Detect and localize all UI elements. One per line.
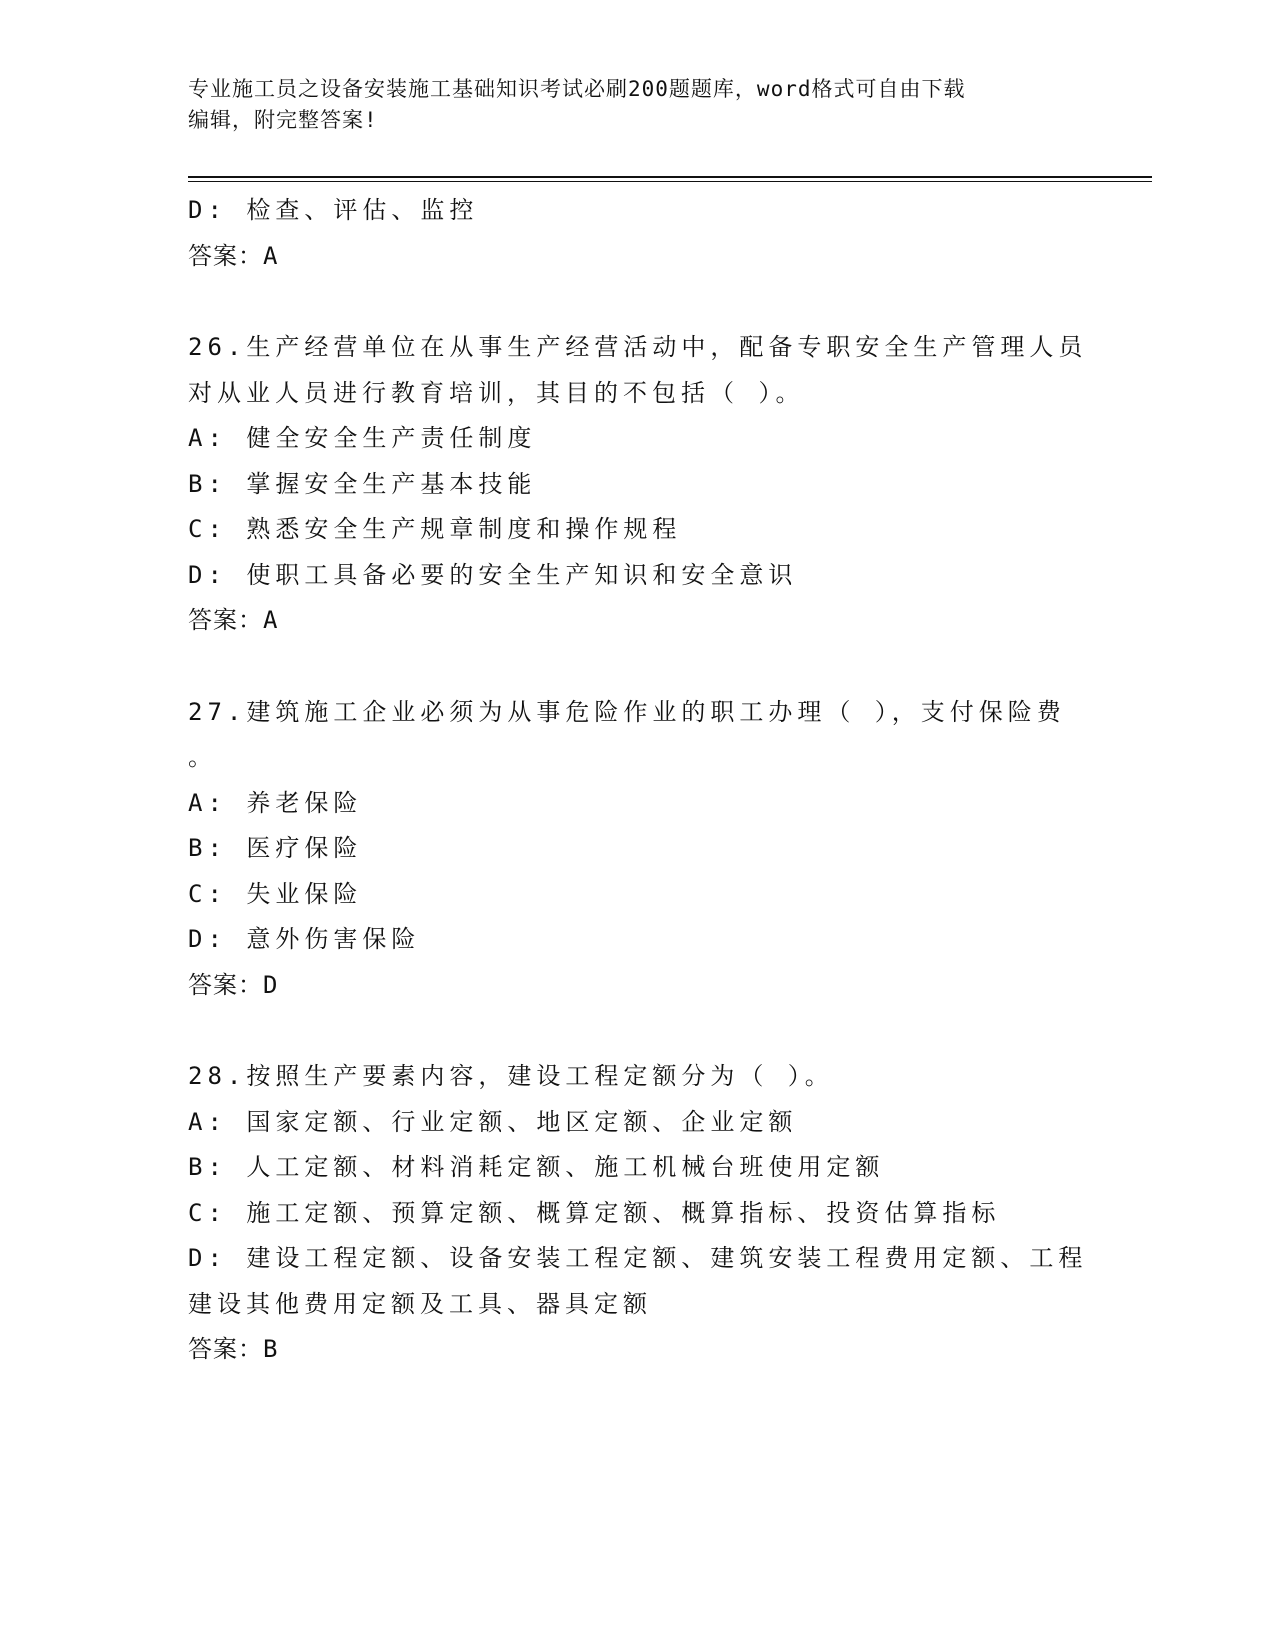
question-stem-cont: 对从业人员进行教育培训，其目的不包括（ ）。 [188,378,805,407]
header-title-line2: 编辑，附完整答案! [188,108,378,132]
question-stem: 27.建筑施工企业必须为从事危险作业的职工办理（ ），支付保险费 [188,697,1066,726]
option-c: C: 失业保险 [188,879,363,908]
spacer [188,279,1088,325]
option-b: B: 掌握安全生产基本技能 [188,469,537,498]
option-d: D: 建设工程定额、设备安装工程定额、建筑安装工程费用定额、工程 [188,1244,1088,1272]
question-stem-cont: 。 [188,743,217,771]
prev-answer: 答案：A [188,241,279,270]
document-header [188,74,1068,136]
header-divider-thin [188,181,1152,182]
option-a: A: 国家定额、行业定额、地区定额、企业定额 [188,1107,798,1136]
option-a: A: 健全安全生产责任制度 [188,424,537,452]
spacer [188,1008,1088,1054]
option-d-cont: 建设其他费用定额及工具、器具定额 [188,1289,652,1318]
option-b: B: 医疗保险 [188,834,363,862]
prev-option-d: D: 检查、评估、监控 [188,196,479,224]
option-b: B: 人工定额、材料消耗定额、施工机械台班使用定额 [188,1153,885,1181]
answer: 答案：B [188,1335,279,1363]
option-d: D: 意外伤害保险 [188,925,421,953]
question-list [188,188,1088,1373]
header-title-line1: 专业施工员之设备安装施工基础知识考试必刷200题题库，word格式可自由下载 [188,77,966,101]
question-28 [188,1054,1088,1373]
option-c: C: 熟悉安全生产规章制度和操作规程 [188,515,682,543]
question-stem: 26.生产经营单位在从事生产经营活动中，配备专职安全生产管理人员 [188,333,1088,361]
option-d: D: 使职工具备必要的安全生产知识和安全意识 [188,560,798,589]
answer: 答案：A [188,606,279,634]
option-c: C: 施工定额、预算定额、概算定额、概算指标、投资估算指标 [188,1198,1001,1227]
question-stem: 28.按照生产要素内容，建设工程定额分为（ ）。 [188,1062,834,1090]
header-divider-thick [188,176,1152,178]
option-a: A: 养老保险 [188,788,363,817]
answer: 答案：D [188,970,279,999]
question-26 [188,325,1088,644]
spacer [188,644,1088,690]
question-27 [188,690,1088,1009]
